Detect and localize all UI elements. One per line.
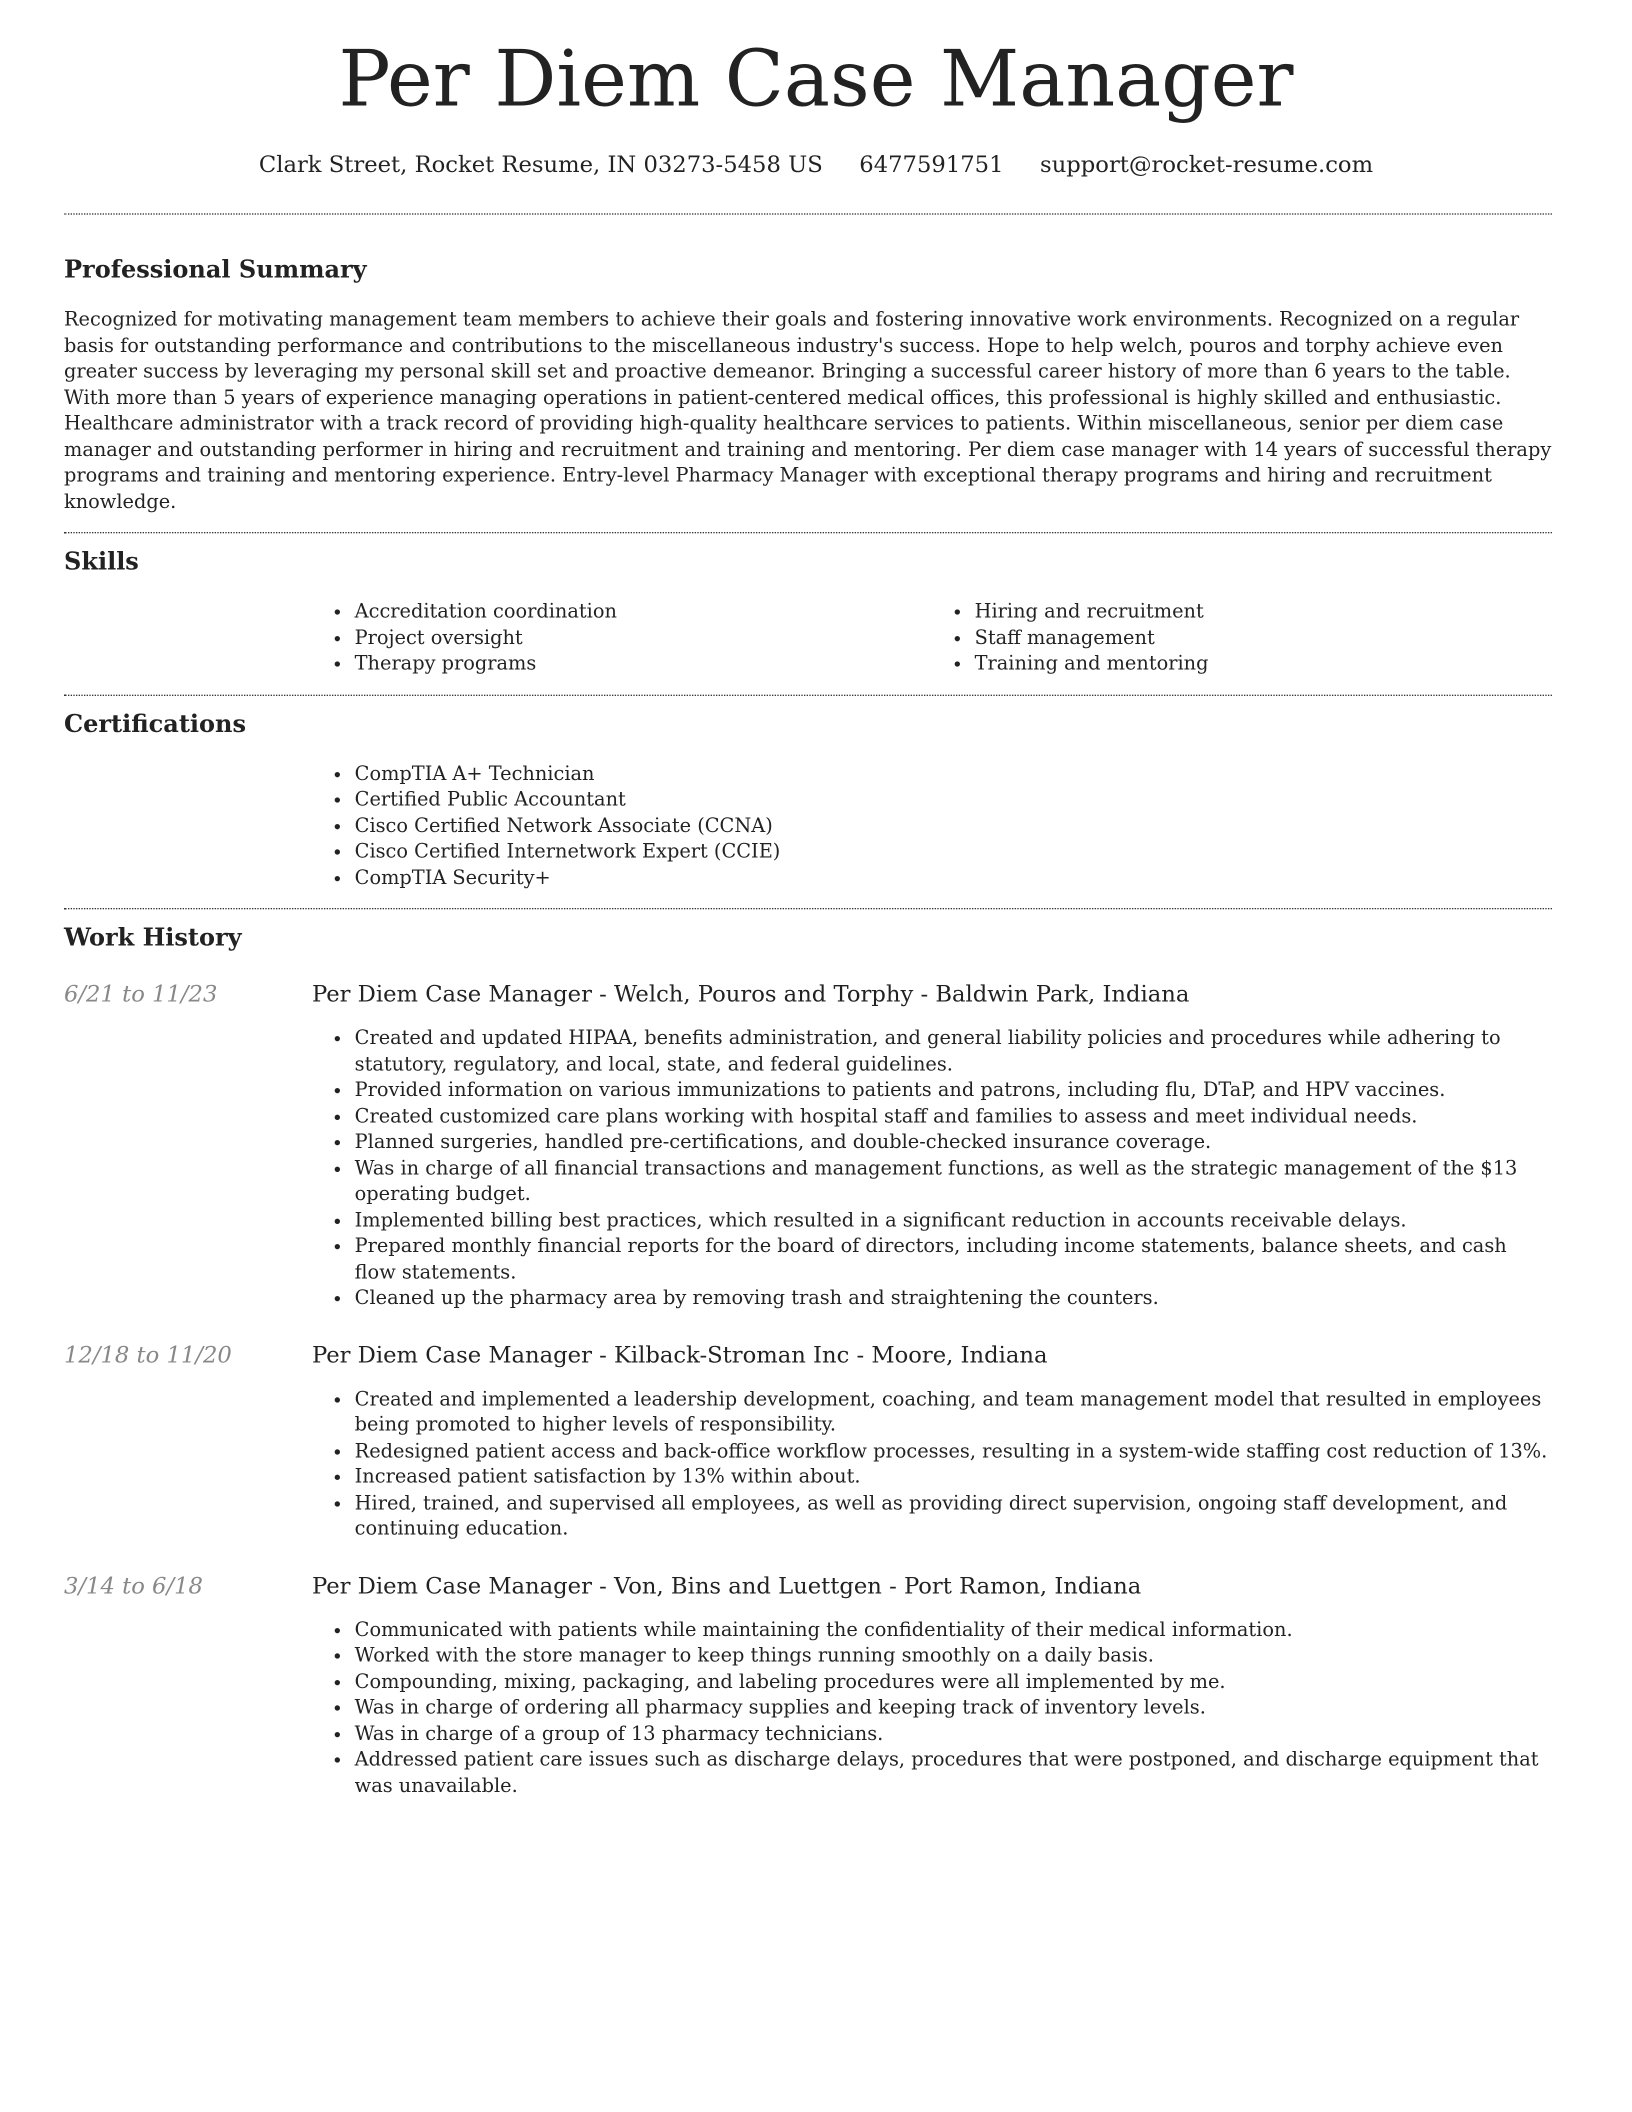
job-bullet: • Planned surgeries, handled pre-certifications, and double-checked insurance coverage.	[355, 1131, 1552, 1157]
job-title: Per Diem Case Manager - Welch, Pouros and Torphy - Baldwin Park, Indiana	[311, 981, 1190, 1008]
summary-section	[0, 215, 1632, 532]
job-bullets	[312, 1027, 1552, 1313]
job-bullet: • Worked with the store manager to keep things running smoothly on a daily basis.	[355, 1644, 1552, 1670]
job-dates: 12/18 to 11/20	[63, 1341, 232, 1369]
summary-heading: Professional Summary	[63, 255, 367, 284]
skill-item: • Accreditation coordination	[355, 600, 932, 626]
skills-column-1	[312, 600, 932, 678]
job-bullet: • Created and implemented a leadership development, coaching, and team management model that resulted in employees being promoted to higher levels of responsibility.	[355, 1387, 1552, 1439]
job-bullet: • Was in charge of ordering all pharmacy supplies and keeping track of inventory levels.	[355, 1696, 1552, 1722]
skills-column-2	[932, 600, 1552, 678]
job-bullet: • Compounding, mixing, packaging, and labeling procedures were all implemented by me.	[355, 1670, 1552, 1696]
contact-address: Clark Street, Rocket Resume, IN 03273-5458 US	[258, 151, 823, 179]
job-bullet: • Was in charge of a group of 13 pharmacy technicians.	[355, 1722, 1552, 1748]
job-bullets	[312, 1387, 1552, 1543]
job-bullet: • Increased patient satisfaction by 13% within about.	[355, 1465, 1552, 1491]
certifications-section	[0, 695, 1632, 908]
work-section	[0, 909, 1632, 1800]
skill-item: • Project oversight	[355, 626, 932, 652]
job-header	[64, 1573, 1552, 1600]
job-entry	[64, 981, 1552, 1312]
job-bullet: • Prepared monthly financial reports for the board of directors, including income statements, balance sheets, and cash flow statements.	[355, 1235, 1552, 1287]
certification-item: • Cisco Certified Network Associate (CCNA)	[355, 814, 1552, 840]
job-header	[64, 981, 1552, 1008]
job-bullets	[312, 1618, 1552, 1800]
skill-item: • Hiring and recruitment	[975, 600, 1552, 626]
certification-item: • Cisco Certified Internetwork Expert (CCIE)	[355, 840, 1552, 866]
contact-email: support@rocket-resume.com	[1040, 151, 1374, 179]
job-bullet: • Hired, trained, and supervised all employees, as well as providing direct supervision, ongoing staff development, and continuing education.	[355, 1491, 1552, 1543]
skill-item: • Staff management	[975, 626, 1552, 652]
job-bullet: • Addressed patient care issues such as discharge delays, procedures that were postponed, and discharge equipment that was unavailable.	[355, 1748, 1552, 1800]
job-title: Per Diem Case Manager - Von, Bins and Luettgen - Port Ramon, Indiana	[311, 1572, 1142, 1600]
job-entry	[64, 1573, 1552, 1800]
job-bullet: • Created and updated HIPAA, benefits administration, and general liability policies and procedures while adhering to statutory, regulatory, and local, state, and federal guidelines.	[355, 1027, 1552, 1079]
work-heading: Work History	[63, 923, 242, 952]
job-bullet: • Cleaned up the pharmacy area by removing trash and straightening the counters.	[355, 1287, 1552, 1313]
job-entry	[64, 1342, 1552, 1543]
job-bullet: • Implemented billing best practices, which resulted in a significant reduction in accounts receivable delays.	[355, 1209, 1552, 1235]
job-bullet: • Was in charge of all financial transactions and management functions, as well as the strategic management of the $13 operating budget.	[355, 1157, 1552, 1209]
resume-title: Per Diem Case Manager	[338, 33, 1294, 124]
skill-item: • Therapy programs	[355, 652, 932, 678]
skills-heading: Skills	[63, 547, 139, 576]
job-dates: 3/14 to 6/18	[63, 1572, 203, 1600]
certifications-heading: Certifications	[63, 709, 247, 738]
job-bullet: • Communicated with patients while maintaining the confidentiality of their medical information.	[355, 1618, 1552, 1644]
certification-item: • Certified Public Accountant	[355, 788, 1552, 814]
job-bullet: • Created customized care plans working with hospital staff and families to assess and meet individual needs.	[355, 1105, 1552, 1131]
job-dates: 6/21 to 11/23	[63, 981, 218, 1008]
skill-item: • Training and mentoring	[975, 652, 1552, 678]
summary-text: Recognized for motivating management team members to achieve their goals and fostering innovative work environments. Recognized on a regular basis for outstanding performance and contributions to the miscellaneous industry's success. Hope to help welch, pouros and torphy achieve even greater success by leveraging my personal skill set and proactive demeanor. Bringing a successful career history of more than 6 years to the table. With more than 5 years of experience managing operations in patient-centered medical offices, this professional is highly skilled and enthusiastic. Healthcare administrator with a track record of providing high-quality healthcare services to patients. Within miscellaneous, senior per diem case manager and outstanding performer in hiring and recruitment and training and mentoring. Per diem case manager with 14 years of successful therapy programs and training and mentoring experience. Entry-level Pharmacy Manager with exceptional therapy programs and hiring and recruitment knowledge.	[63, 309, 1552, 513]
contact-line	[0, 152, 1632, 179]
contact-phone: 6477591751	[859, 151, 1004, 179]
job-bullet: • Redesigned patient access and back-office workflow processes, resulting in a system-wide staffing cost reduction of 13%.	[355, 1439, 1552, 1465]
job-bullet: • Provided information on various immunizations to patients and patrons, including flu, DTaP, and HPV vaccines.	[355, 1079, 1552, 1105]
certification-item: • CompTIA A+ Technician	[355, 762, 1552, 788]
skills-grid	[312, 600, 1552, 694]
certifications-list	[312, 762, 1552, 908]
certification-item: • CompTIA Security+	[355, 866, 1552, 892]
job-title: Per Diem Case Manager - Kilback-Stroman Inc - Moore, Indiana	[311, 1341, 1048, 1369]
job-header	[64, 1342, 1552, 1369]
skills-section	[0, 533, 1632, 694]
